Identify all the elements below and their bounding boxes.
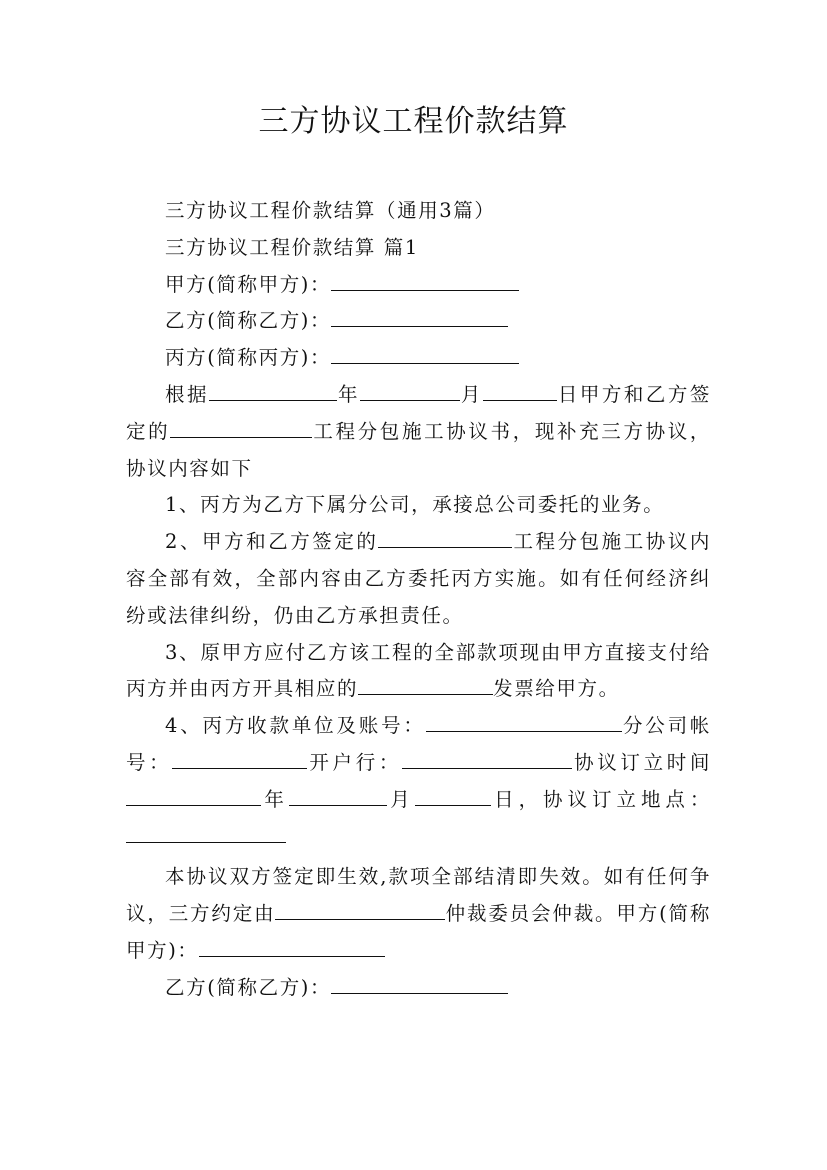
clause-1: 1、丙方为乙方下属分公司，承接总公司委托的业务。 [165, 493, 665, 517]
closing-arbitration-blank [275, 899, 445, 920]
party-a-blank [331, 269, 519, 290]
basis-year-blank [209, 380, 337, 401]
clause-3-blank [358, 674, 493, 695]
basis-month-label: 月 [459, 382, 483, 406]
party-b-blank [331, 306, 508, 327]
clause-4-year-blank [126, 784, 261, 805]
section-heading: 三方协议工程价款结算 篇1 [165, 235, 419, 259]
closing-party-a-blank [199, 935, 385, 956]
closing-text-2: 仲裁委员会仲裁。甲方(简称甲方)： [126, 902, 711, 962]
basis-project-blank [170, 416, 312, 437]
clause-2-text-2: 工程分包施工协议内容全部有效，全部内容由乙方委托丙方实施。如有任何经济纠纷或法律纠纷，仍由乙方承担责任。 [126, 530, 711, 627]
clause-4-year-label: 年 [261, 787, 289, 811]
document-body [126, 193, 711, 1007]
party-b-line [126, 303, 711, 340]
clause-4 [126, 708, 711, 855]
clause-4-text-4: 协议订立时间 [572, 750, 711, 774]
party-c-line [126, 340, 711, 377]
clause-4-day-blank [415, 784, 491, 805]
clause-4-bank-blank [402, 747, 572, 768]
closing-text-1: 本协议双方签定即生效,款项全部结清即失效。如有任何争议，三方约定由 [126, 865, 711, 926]
clause-3 [126, 635, 711, 709]
closing-paragraph [126, 859, 711, 969]
basis-text-2: 日甲方和乙方签定的 [126, 382, 712, 443]
party-b-line-2 [126, 970, 711, 1007]
party-a-label: 甲方(简称甲方)： [165, 272, 332, 296]
basis-month-blank [360, 380, 460, 401]
document-subtitle: 三方协议工程价款结算（通用3篇） [165, 199, 496, 222]
clause-2-blank [378, 527, 512, 548]
clause-3-text-1: 3、原甲方应付乙方该工程的全部款项现由甲方直接支付给丙方并由丙方开具相应的 [126, 640, 711, 701]
clause-2 [126, 524, 711, 634]
party-c-blank [331, 343, 519, 364]
clause-4-text-1: 4、丙方收款单位及账号： [165, 714, 426, 738]
clause-4-account-blank [426, 711, 622, 732]
clause-4-text-3: 开户行： [307, 750, 403, 774]
party-b-label: 乙方(简称乙方)： [165, 309, 332, 333]
basis-text-1: 根据 [165, 382, 210, 406]
document-title: 三方协议工程价款结算 [258, 104, 569, 139]
clause-4-number-blank [172, 747, 307, 768]
clause-2-text-1: 2、甲方和乙方签定的 [165, 530, 379, 554]
party-a-line [126, 267, 711, 304]
party-c-label: 丙方(简称丙方)： [165, 346, 332, 370]
basis-year-label: 年 [337, 382, 360, 406]
clause-3-text-2: 发票给甲方。 [493, 677, 620, 701]
basis-day-blank [483, 380, 557, 401]
clause-4-text-2: 分公司帐号： [126, 714, 712, 774]
party-b-label-2: 乙方(简称乙方)： [165, 975, 332, 999]
clause-4-text-5: 日，协议订立地点： [490, 787, 711, 811]
clause-4-month-label: 月 [386, 787, 415, 811]
party-b-blank-2 [331, 972, 508, 993]
basis-paragraph [126, 377, 711, 487]
clause-4-place-blank [126, 821, 286, 842]
clause-4-month-blank [289, 784, 387, 805]
basis-text-3: 工程分包施工协议书，现补充三方协议，协议内容如下 [126, 419, 711, 480]
